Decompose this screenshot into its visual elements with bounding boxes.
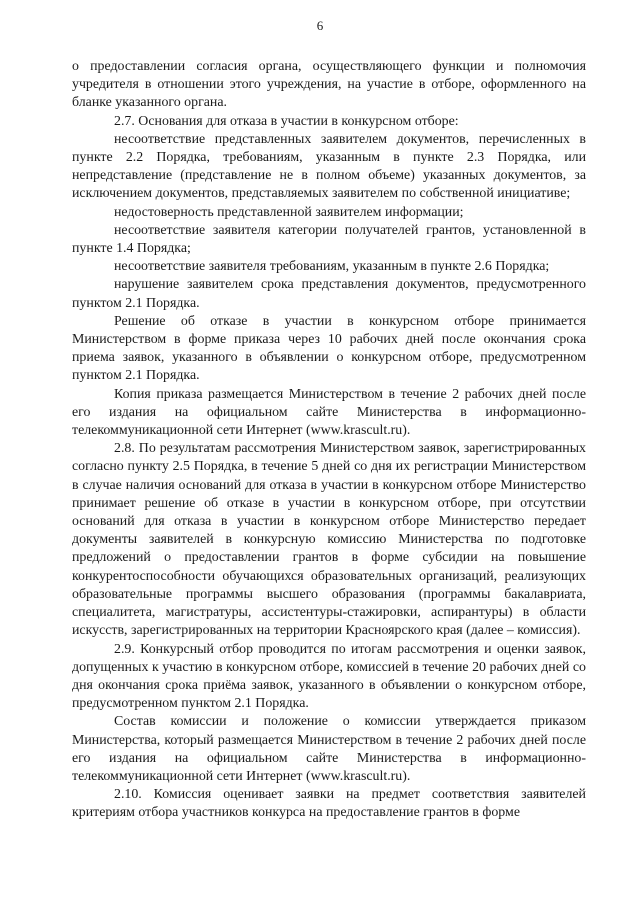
paragraph: Копия приказа размещается Министерством в течение 2 рабочих дней после его издания на официальном сайте Министерства в информационно-телекоммуникационной сети Интернет (www.krascult.ru). [72, 386, 586, 439]
paragraph: Решение об отказе в участии в конкурсном отборе принимается Министерством в форме приказа через 10 рабочих дней после окончания срока приема заявок, указанного в объявлении о конкурсном отборе, предусмотренном пунктом 2.1 Порядка. [72, 313, 586, 384]
paragraph: нарушение заявителем срока представления документов, предусмотренного пунктом 2.1 Порядка. [72, 277, 586, 311]
document-body [72, 58, 586, 823]
page-number: 6 [316, 18, 324, 33]
paragraph: 2.10. Комиссия оценивает заявки на предмет соответствия заявителей критериям отбора участников конкурса на предоставление грантов в форме [72, 787, 586, 821]
paragraph: 2.9. Конкурсный отбор проводится по итогам рассмотрения и оценки заявок, допущенных к участию в конкурсном отборе, комиссией в течение 20 рабочих дней со дня окончания срока приёма заявок, указанного в объявлении о конкурсном отборе, предусмотренном пунктом 2.1 Порядка. [72, 641, 586, 712]
paragraph: о предоставлении согласия органа, осуществляющего функции и полномочия учредителя в отношении этого учреждения, на участие в отборе, оформленного на бланке указанного органа. [72, 59, 586, 111]
paragraph: 2.8. По результатам рассмотрения Министерством заявок, зарегистрированных согласно пункту 2.5 Порядка, в течение 5 дней со дня их регистрации Министерством в случае наличия оснований для отказа в участии в конкурсном отборе Министерство принимает решение об отказе в участии в конкурсном отборе, при отсутствии оснований для отказа в участии в конкурсном отборе Министерство передает документы заявителей в конкурсную комиссию Министерства по подготовке предложений о предоставлении грантов в форме субсидии на повышение конкурентоспособности обучающихся образовательных организаций, реализующих образовательные программы высшего образования (программы бакалавриата, специалитета, магистратуры, ассистентуры-стажировки, аспирантуры) в области искусств, зарегистрированных на территории Красноярского края (далее – комиссия). [72, 441, 586, 639]
paragraph: несоответствие представленных заявителем документов, перечисленных в пункте 2.2 Порядка, требованиям, указанным в пункте 2.3 Порядка, или непредставление (представление не в полном объеме) указанных документов, за исключением документов, представляемых заявителем по собственной инициативе; [72, 131, 586, 202]
paragraph: недостоверность представленной заявителем информации; [114, 204, 464, 220]
paragraph: Состав комиссии и положение о комиссии утверждается приказом Министерства, который размещается Министерством в течение 2 рабочих дней после его издания на официальном сайте Министерства в информационно-телекоммуникационной сети Интернет (www.krascult.ru). [72, 714, 586, 784]
paragraph: 2.7. Основания для отказа в участии в конкурсном отборе: [114, 113, 459, 129]
paragraph: несоответствие заявителя требованиям, указанным в пункте 2.6 Порядка; [114, 259, 550, 275]
paragraph: несоответствие заявителя категории получателей грантов, установленной в пункте 1.4 Порядка; [72, 222, 586, 257]
